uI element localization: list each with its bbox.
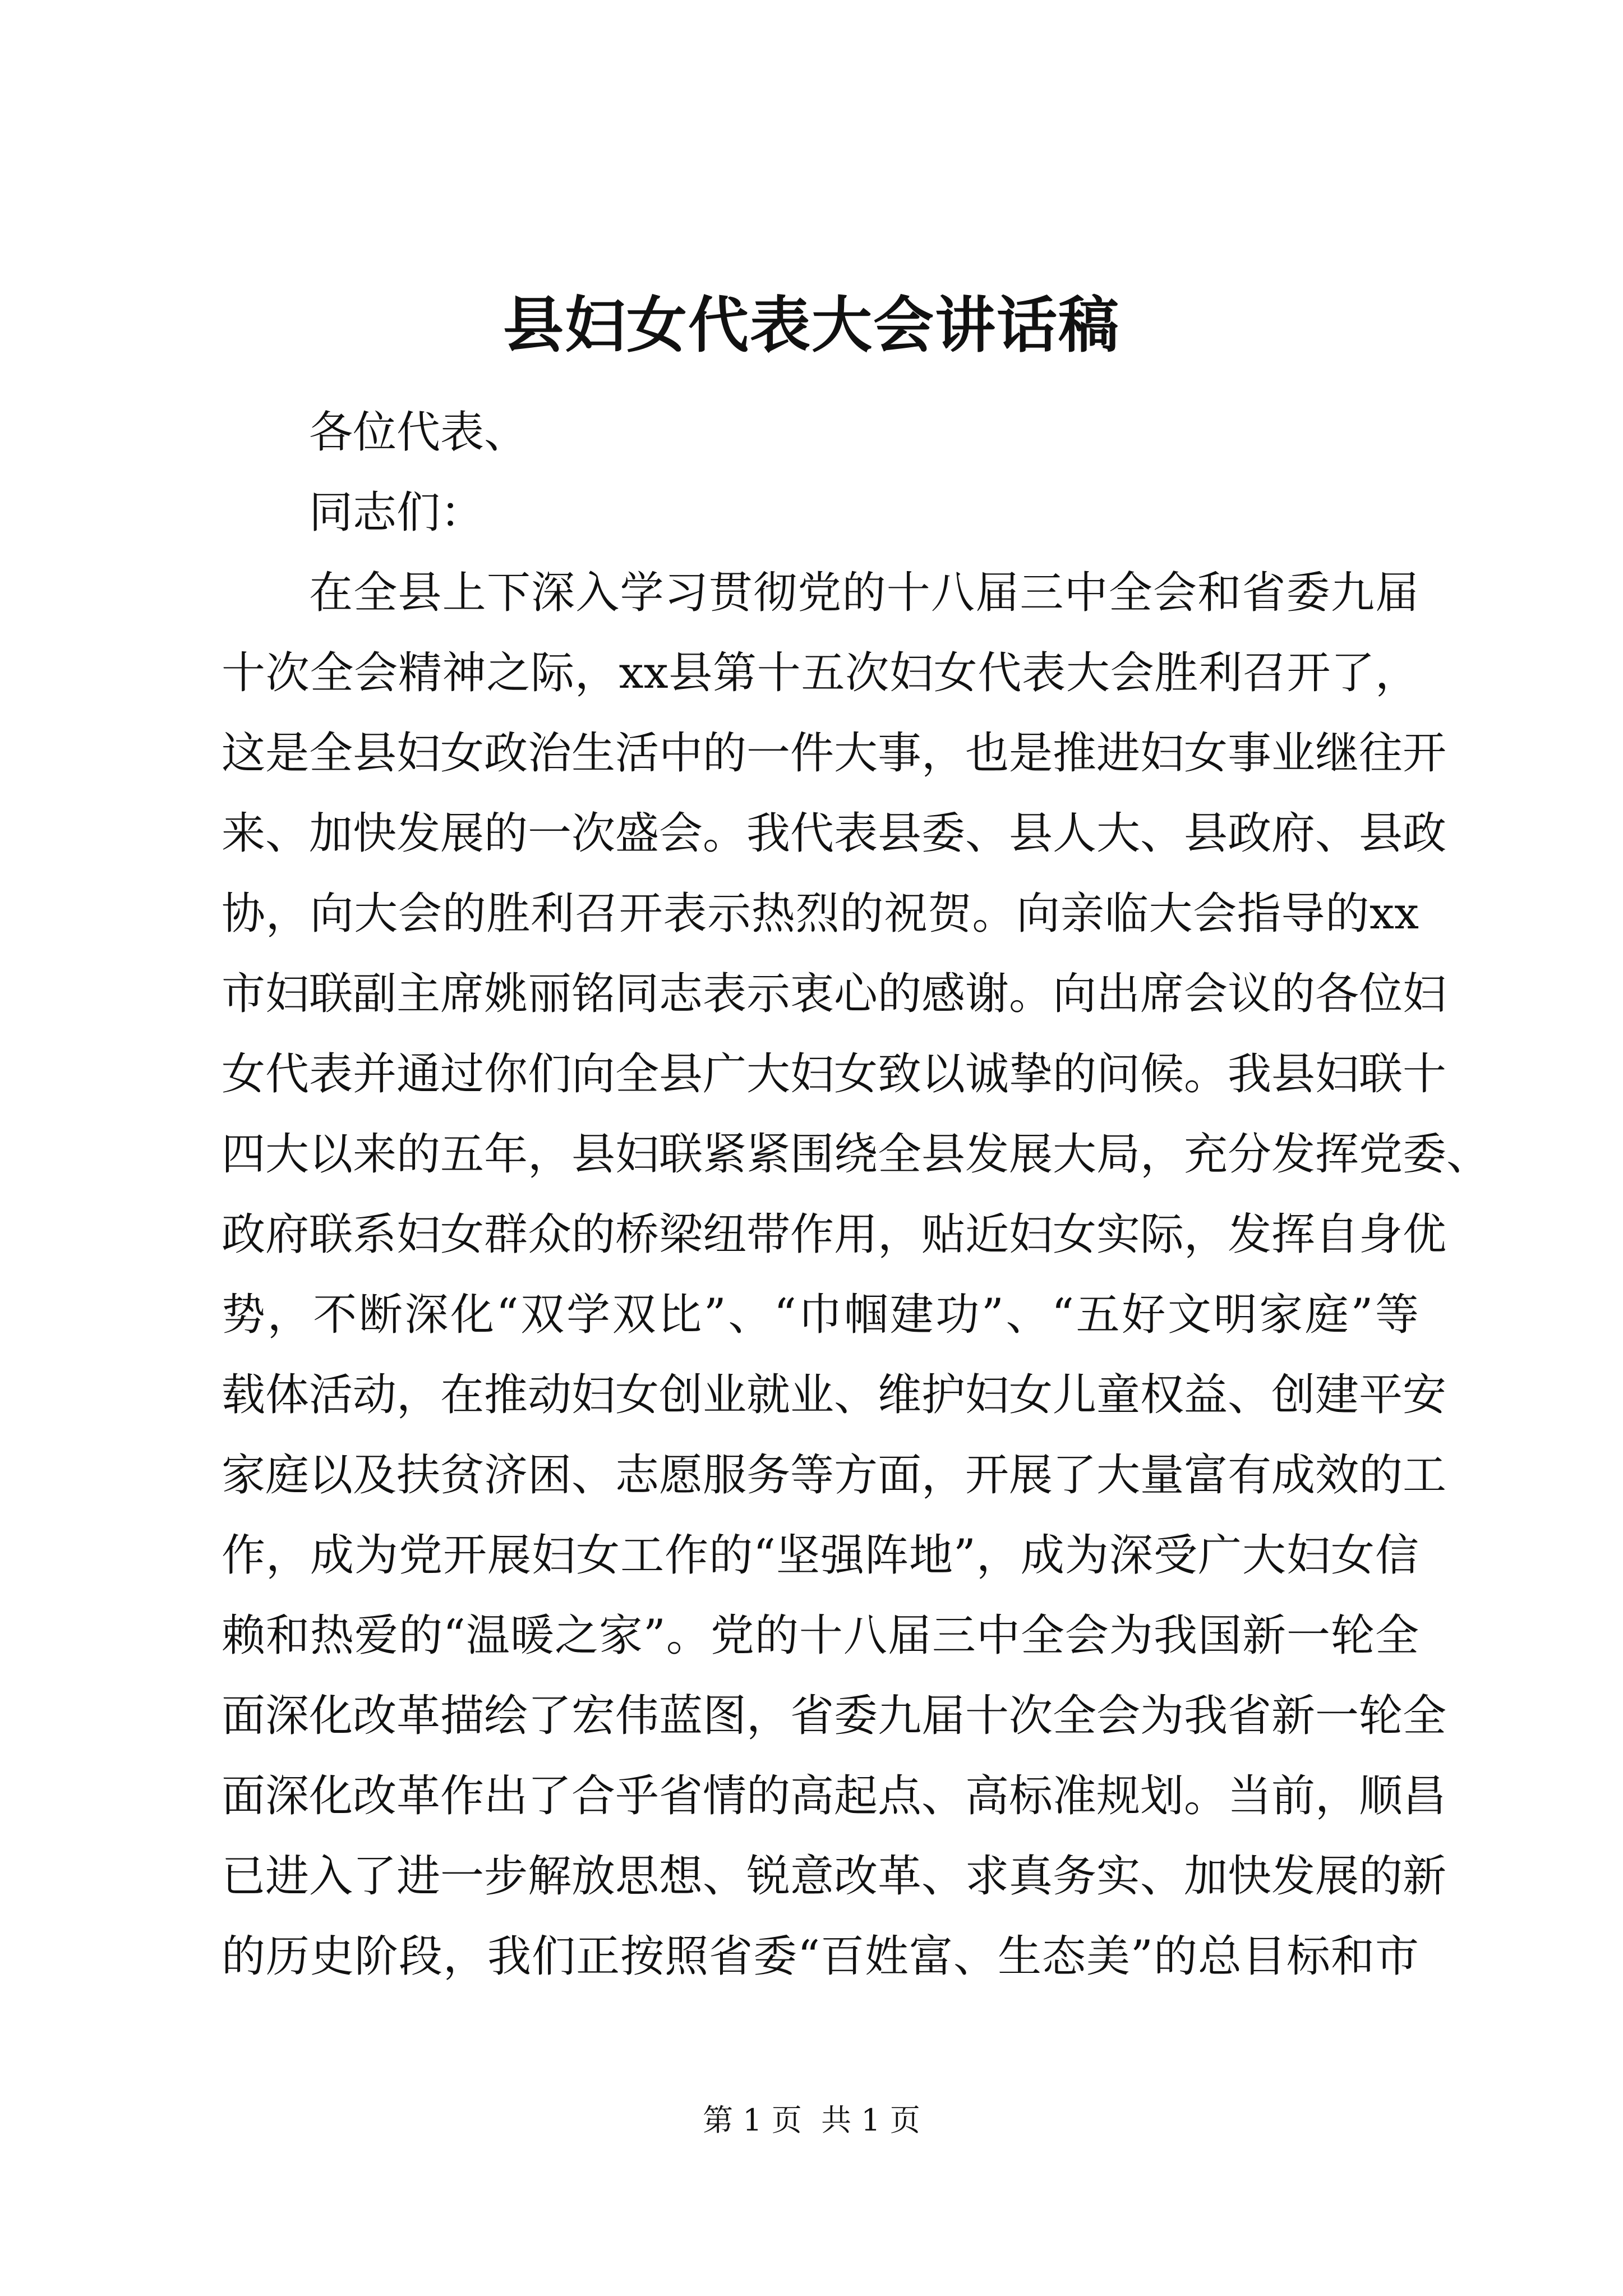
paragraph-line: 政府联系妇女群众的桥梁纽带作用，贴近妇女实际，发挥自身优 bbox=[222, 1209, 1447, 1260]
paragraph-line: 已进入了进一步解放思想、锐意改革、求真务实、加快发展的新 bbox=[222, 1851, 1447, 1902]
paragraph-line: 面深化改革描绘了宏伟蓝图，省委九届十次全会为我省新一轮全 bbox=[222, 1691, 1447, 1741]
paragraph-line: 作，成为党开展妇女工作的“坚强阵地”，成为深受广大妇女信 bbox=[222, 1530, 1419, 1581]
paragraph-line: 家庭以及扶贫济困、志愿服务等方面，开展了大量富有成效的工 bbox=[222, 1450, 1447, 1501]
paragraph-line: 在全县上下深入学习贯彻党的十八届三中全会和省委九届 bbox=[309, 568, 1419, 618]
paragraph-line: 赖和热爱的“温暖之家”。党的十八届三中全会为我国新一轮全 bbox=[222, 1611, 1419, 1661]
paragraph-line: 四大以来的五年，县妇联紧紧围绕全县发展大局，充分发挥党委、 bbox=[222, 1129, 1491, 1180]
page-footer bbox=[0, 2098, 1623, 2143]
paragraph-line: 这是全县妇女政治生活中的一件大事，也是推进妇女事业继往开 bbox=[222, 728, 1447, 779]
page-number: 第 1 页 共 1 页 bbox=[703, 2102, 920, 2138]
paragraph-line: 女代表并通过你们向全县广大妇女致以诚挚的问候。我县妇联十 bbox=[222, 1049, 1447, 1099]
paragraph-line: 来、加快发展的一次盛会。我代表县委、县人大、县政府、县政 bbox=[222, 808, 1447, 859]
salutation-line: 各位代表、 bbox=[309, 407, 528, 458]
document-body bbox=[222, 393, 1491, 1997]
paragraph-line: 市妇联副主席姚丽铭同志表示衷心的感谢。向出席会议的各位妇 bbox=[222, 969, 1447, 1019]
paragraph-line: 面深化改革作出了合乎省情的高起点、高标准规划。当前，顺昌 bbox=[222, 1771, 1447, 1821]
salutation-line: 同志们： bbox=[309, 487, 485, 538]
paragraph-line: 势，不断深化“双学双比”、“巾帼建功”、“五好文明家庭”等 bbox=[222, 1290, 1419, 1340]
paragraph-line: 协，向大会的胜利召开表示热烈的祝贺。向亲临大会指导的xx bbox=[222, 889, 1419, 939]
paragraph-line: 的历史阶段，我们正按照省委“百姓富、生态美”的总目标和市 bbox=[222, 1931, 1419, 1982]
document-title: 县妇女代表大会讲话稿 bbox=[502, 290, 1120, 361]
paragraph-line: 载体活动，在推动妇女创业就业、维护妇女儿童权益、创建平安 bbox=[222, 1370, 1447, 1420]
paragraph-line: 十次全会精神之际，xx县第十五次妇女代表大会胜利召开了， bbox=[222, 648, 1419, 698]
